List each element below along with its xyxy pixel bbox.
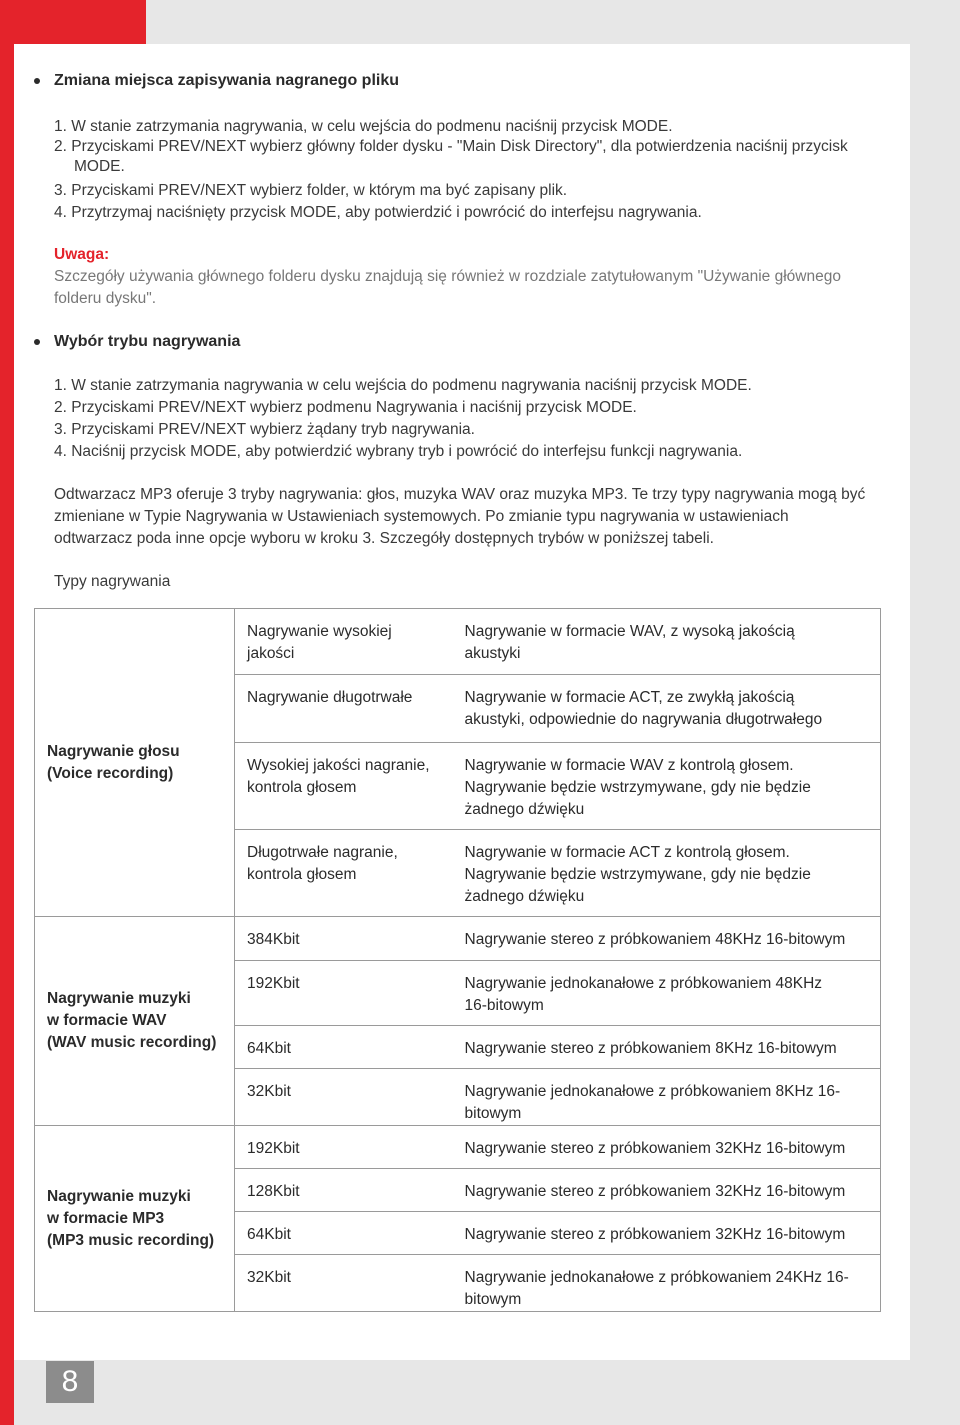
section-title: Zmiana miejsca zapisywania nagranego pliku (54, 72, 400, 89)
description-line: Nagrywanie stereo z próbkowaniem 32KHz 16-bitowym (464, 1183, 846, 1200)
description-line: Nagrywanie w formacie WAV z kontrolą głosem. (464, 757, 794, 774)
description-line: bitowym (464, 1291, 522, 1308)
recording-types-body (35, 609, 881, 1312)
description-line: bitowym (464, 1105, 522, 1122)
mode-step-3: 3. Przyciskami PREV/NEXT wybierz żądany tryb nagrywania. (54, 421, 475, 438)
section-heading-change-location (34, 72, 399, 90)
paragraph-line-3: odtwarzacz poda inne opcje wyboru w kroku 3. Szczegóły dostępnych trybów w poniższej tabeli. (54, 530, 714, 547)
category-line: Nagrywanie muzyki (47, 1187, 191, 1205)
step-4: 4. Przytrzymaj naciśnięty przycisk MODE, aby potwierdzić i powrócić do interfejsu nagrywania. (54, 204, 702, 221)
mode-line: 384Kbit (247, 931, 300, 948)
paragraph-line-2: zmieniane w Typie Nagrywania w Ustawieniach systemowych. Po zmianie typu nagrywania w ustawieniach (54, 508, 789, 525)
category-cell (35, 1126, 235, 1312)
mode-line: Długotrwałe nagranie, (247, 844, 398, 861)
description-line: Nagrywanie stereo z próbkowaniem 8KHz 16-bitowym (464, 1040, 837, 1057)
step-3: 3. Przyciskami PREV/NEXT wybierz folder, w którym ma być zapisany plik. (54, 182, 568, 199)
mode-line: 32Kbit (247, 1083, 291, 1100)
mode-step-1: 1. W stanie zatrzymania nagrywania w celu wejścia do podmenu nagrywania naciśnij przycisk MODE. (54, 377, 752, 394)
description-line: Nagrywanie w formacie ACT, ze zwykłą jakością (464, 689, 795, 706)
description-line: Nagrywanie w formacie ACT z kontrolą głosem. (464, 844, 790, 861)
description-cell (453, 609, 881, 675)
description-cell (453, 675, 881, 743)
description-cell (453, 1126, 881, 1169)
mode-line: kontrola głosem (247, 866, 357, 883)
mode-line: Nagrywanie wysokiej jakości (247, 623, 392, 662)
category-line: (MP3 music recording) (47, 1231, 215, 1249)
mode-line: kontrola głosem (247, 779, 357, 796)
description-line: Nagrywanie stereo z próbkowaniem 48KHz 16-bitowym (464, 931, 846, 948)
mode-line: 64Kbit (247, 1226, 291, 1243)
mode-cell (235, 1069, 453, 1126)
category-line: Nagrywanie muzyki (47, 990, 191, 1007)
category-cell (35, 917, 235, 1126)
table-caption: Typy nagrywania (54, 573, 171, 590)
mode-line: 192Kbit (247, 975, 300, 992)
description-cell (453, 1212, 881, 1255)
mode-cell (235, 961, 453, 1026)
mode-line: 192Kbit (247, 1140, 300, 1157)
category-line: Nagrywanie głosu (47, 742, 180, 760)
mode-line: 32Kbit (247, 1269, 291, 1286)
table-row (35, 1126, 881, 1169)
table-row (35, 917, 881, 961)
description-line: Nagrywanie jednokanałowe z próbkowaniem 48KHz (464, 975, 823, 992)
recording-types-table (34, 608, 881, 1312)
note-text-1: Szczegóły używania głównego folderu dysku znajdują się również w rozdziale zatytułowanym "Używanie głównego (54, 268, 841, 285)
description-cell (453, 1255, 881, 1312)
description-line: żadnego dźwięku (464, 888, 585, 905)
description-cell (453, 830, 881, 917)
table-row (35, 609, 881, 675)
description-line: Nagrywanie stereo z próbkowaniem 32KHz 16-bitowym (464, 1140, 846, 1157)
description-line: żadnego dźwięku (464, 801, 585, 818)
section-heading-record-mode (34, 333, 240, 351)
mode-cell (235, 1212, 453, 1255)
mode-cell (235, 609, 453, 675)
section-title: Wybór trybu nagrywania (54, 333, 241, 350)
step-1: 1. W stanie zatrzymania nagrywania, w celu wejścia do podmenu naciśnij przycisk MODE. (54, 118, 673, 135)
description-line: 16-bitowym (464, 997, 544, 1014)
category-line: w formacie MP3 (47, 1209, 165, 1227)
description-cell (453, 743, 881, 830)
note-label: Uwaga: (54, 246, 110, 263)
paragraph-line-1: Odtwarzacz MP3 oferuje 3 tryby nagrywania: głos, muzyka WAV oraz muzyka MP3. Te trzy typy nagrywania mogą być (54, 486, 866, 503)
description-line: Nagrywanie jednokanałowe z próbkowaniem 24KHz 16- (464, 1269, 849, 1286)
description-line: Nagrywanie stereo z próbkowaniem 32KHz 16-bitowym (464, 1226, 846, 1243)
red-top-band (0, 0, 146, 44)
mode-step-4: 4. Naciśnij przycisk MODE, aby potwierdzić wybrany tryb i powrócić do interfejsu funkcji nagrywania. (54, 443, 743, 460)
mode-line: 128Kbit (247, 1183, 300, 1200)
mode-cell (235, 675, 453, 743)
description-cell (453, 917, 881, 961)
description-line: Nagrywanie będzie wstrzymywane, gdy nie będzie (464, 779, 811, 796)
mode-cell (235, 1126, 453, 1169)
bullet-icon (34, 78, 40, 84)
category-line: (Voice recording) (47, 764, 174, 782)
note-text-2: folderu dysku". (54, 290, 156, 307)
bullet-icon (34, 339, 40, 345)
step-2-cont: MODE. (74, 158, 125, 175)
category-cell (35, 609, 235, 917)
description-line: akustyki (464, 645, 521, 662)
mode-line: Nagrywanie długotrwałe (247, 689, 413, 706)
description-line: Nagrywanie w formacie WAV, z wysoką jakością (464, 623, 795, 640)
mode-line: 64Kbit (247, 1040, 291, 1057)
description-line: akustyki, odpowiednie do nagrywania długotrwałego (464, 711, 823, 728)
category-line: w formacie WAV (47, 1012, 167, 1029)
description-cell (453, 1169, 881, 1212)
mode-cell (235, 743, 453, 830)
mode-line: Wysokiej jakości nagranie, (247, 757, 430, 774)
mode-cell (235, 917, 453, 961)
description-line: Nagrywanie będzie wstrzymywane, gdy nie będzie (464, 866, 811, 883)
category-line: (WAV music recording) (47, 1034, 217, 1051)
description-line: Nagrywanie jednokanałowe z próbkowaniem 8KHz 16- (464, 1083, 841, 1100)
step-2: 2. Przyciskami PREV/NEXT wybierz główny folder dysku - "Main Disk Directory", dla potwierdzenia naciśnij przycisk (54, 138, 848, 155)
mode-cell (235, 1255, 453, 1312)
description-cell (453, 961, 881, 1026)
mode-cell (235, 1026, 453, 1069)
mode-cell (235, 1169, 453, 1212)
description-cell (453, 1069, 881, 1126)
page-number: 8 (46, 1361, 94, 1403)
mode-cell (235, 830, 453, 917)
description-cell (453, 1026, 881, 1069)
red-side-band (0, 0, 14, 1425)
mode-step-2: 2. Przyciskami PREV/NEXT wybierz podmenu Nagrywania i naciśnij przycisk MODE. (54, 399, 637, 416)
